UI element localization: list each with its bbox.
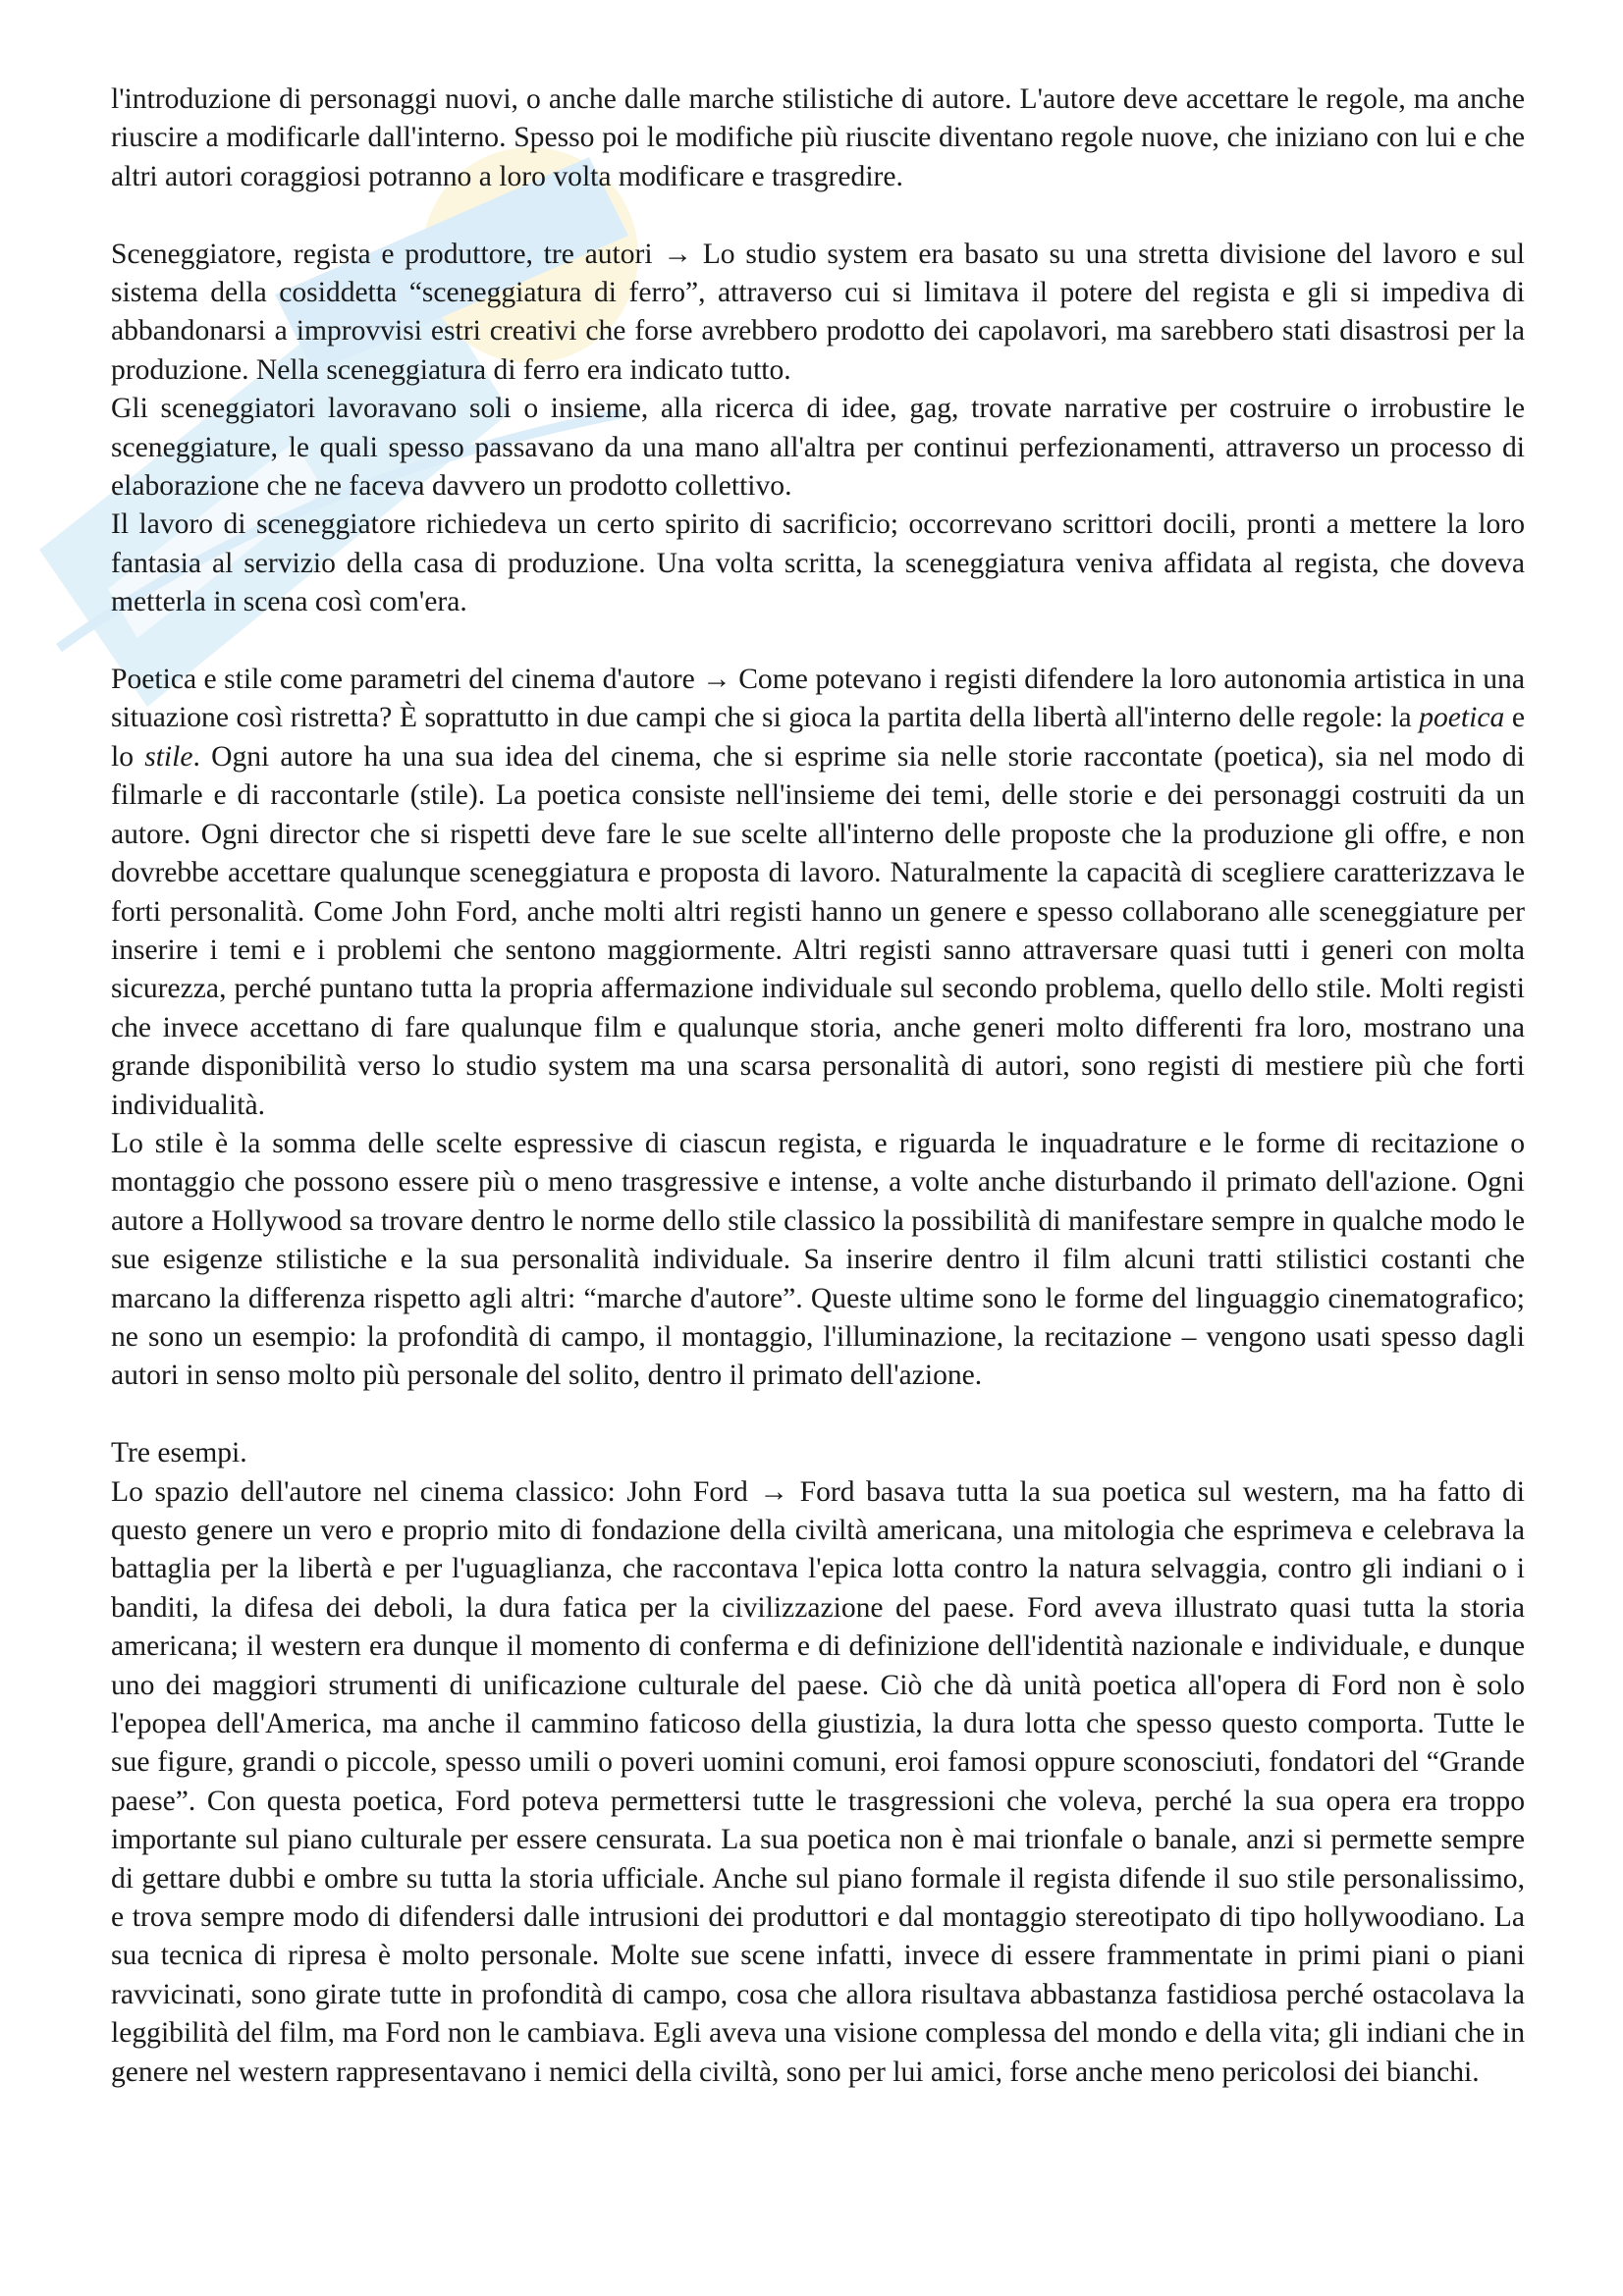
paragraph-marche-autore: l'introduzione di personaggi nuovi, o anche dalle marche stilistiche di autore. L'autore deve accettare le regole, ma anche riuscire a modificarle dall'interno. Spesso poi le modifiche più riuscite diventano regole nuove, che iniziano con lui e che altri autori coraggiosi potranno a loro volta modificare e trasgredire.: [111, 83, 1525, 192]
paragraph-sceneggiatori: Gli sceneggiatori lavoravano soli o insieme, alla ricerca di idee, gag, trovate narrative per costruire o irrobustire le sceneggiature, le quali spesso passavano da una mano all'altra per continui perfezionamenti, attraverso un processo di elaborazione che ne faceva davvero un prodotto collettivo.: [111, 393, 1525, 503]
heading-tre-esempi: Tre esempi.: [111, 1437, 247, 1469]
stile-term: stile: [144, 740, 193, 773]
poetica-text-c: . Ogni autore ha una sua idea del cinema, che si esprime sia nelle storie raccontate (poetica), sia nel modo di filmarle e di raccontarle (stile). La poetica consiste nell'insieme dei temi, delle storie e dei personaggi costruiti da un autore. Ogni director che si rispetti deve fare le sue scelte all'interno delle proposte che la produzione gli offre, e non dovrebbe accettare qualunque sceneggiatura e proposta di lavoro. Naturalmente la capacità di scegliere caratterizzava le forti personalità. Come John Ford, anche molti altri registi hanno un genere e spesso collaborano alle sceneggiature per inserire i temi e i problemi che sentono maggiormente. Altri registi sanno attraversare quasi tutti i generi con molta sicurezza, perché puntano tutta la propria affermazione individuale sul secondo problema, quello dello stile. Molti registi che invece accettano di fare qualunque film e qualunque storia, anche generi molto differenti fra loro, mostrano una grande disponibilità verso lo studio system ma una scarsa personalità di autori, sono registi di mestiere più che forti individualità.: [111, 740, 1525, 1121]
paragraph-sceneggiatore-regista-produttore: Sceneggiatore, regista e produttore, tre autori → Lo studio system era basato su una stretta divisione del lavoro e sul sistema della cosiddetta “sceneggiatura di ferro”, attraverso cui si limitava il potere del regista e gli si impediva di abbandonarsi a improvvisi estri creativi che forse avrebbero prodotto dei capolavori, ma sarebbero stati disastrosi per la produzione. Nella sceneggiatura di ferro era indicato tutto.: [111, 238, 1525, 386]
document-body: [111, 80, 1525, 2092]
paragraph-john-ford: Lo spazio dell'autore nel cinema classico: John Ford → Ford basava tutta la sua poetica sul western, ma ha fatto di questo genere un vero e proprio mito di fondazione della civiltà americana, una mitologia che esprimeva e celebrava la battaglia per la libertà e per l'uguaglianza, che raccontava l'epica lotta contro la natura selvaggia, contro gli indiani o i banditi, la difesa dei deboli, la dura fatica per la civilizzazione del paese. Ford aveva illustrato quasi tutta la storia americana; il western era dunque il momento di conferma e di definizione dell'identità nazionale e individuale, e dunque uno dei maggiori strumenti di unificazione culturale del paese. Ciò che dà unità poetica all'opera di Ford non è solo l'epopea dell'America, ma anche il cammino faticoso della giustizia, la dura lotta che spesso questo comporta. Tutte le sue figure, grandi o piccole, spesso umili o poveri uomini comuni, eroi famosi oppure sconosciuti, fondatori del “Grande paese”. Con questa poetica, Ford poteva permettersi tutte le trasgressioni che voleva, perché la sua opera era troppo importante sul piano culturale per essere censurata. La sua poetica non è mai trionfale o banale, anzi si permette sempre di gettare dubbi e ombre su tutta la storia ufficiale. Anche sul piano formale il regista difende il suo stile personalissimo, e trova sempre modo di difendersi dalle intrusioni dei produttori e dal montaggio stereotipato di tipo hollywoodiano. La sua tecnica di ripresa è molto personale. Molte sue scene infatti, invece di essere frammentate in primi piani o piani ravvicinati, sono girate tutte in profondità di campo, cosa che allora risultava abbastanza fastidiosa perché ostacolava la leggibilità del film, ma Ford non le cambiava. Egli aveva una visione complessa del mondo e della vita; gli indiani che in genere nel western rappresentavano i nemici della civiltà, sono per lui amici, forse anche meno pericolosi dei bianchi.: [111, 1475, 1525, 2088]
poetica-text-a: Poetica e stile come parametri del cinema d'autore → Come potevano i registi difendere la loro autonomia artistica in una situazione così ristretta? È soprattutto in due campi che si gioca la partita della libertà all'interno delle regole: la: [111, 664, 1525, 734]
paragraph-lavoro-sceneggiatore: Il lavoro di sceneggiatore richiedeva un certo spirito di sacrificio; occorrevano scrittori docili, pronti a mettere la loro fantasia al servizio della casa di produzione. Una volta scritta, la sceneggiatura veniva affidata al regista, che doveva metterla in scena così com'era.: [111, 508, 1525, 618]
poetica-term: poetica: [1419, 702, 1505, 734]
paragraph-stile: Lo stile è la somma delle scelte espressive di ciascun regista, e riguarda le inquadrature e le forme di recitazione o montaggio che possono essere più o meno trasgressive e intense, a volte anche disturbando il primato dell'azione. Ogni autore a Hollywood sa trovare dentro le norme dello stile classico la possibilità di manifestare sempre in qualche modo le sue esigenze stilistiche e la sua personalità individuale. Sa inserire dentro il film alcuni tratti stilistici costanti che marcano la differenza rispetto agli altri: “marche d'autore”. Queste ultime sono le forme del linguaggio cinematografico; ne sono un esempio: la profondità di campo, il montaggio, l'illuminazione, la recitazione – vengono usati spesso dagli autori in senso molto più personale del solito, dentro il primato dell'azione.: [111, 1127, 1525, 1392]
paragraph-poetica-e-stile: [111, 661, 1525, 1125]
poetica-text-b: e lo: [111, 702, 1525, 773]
